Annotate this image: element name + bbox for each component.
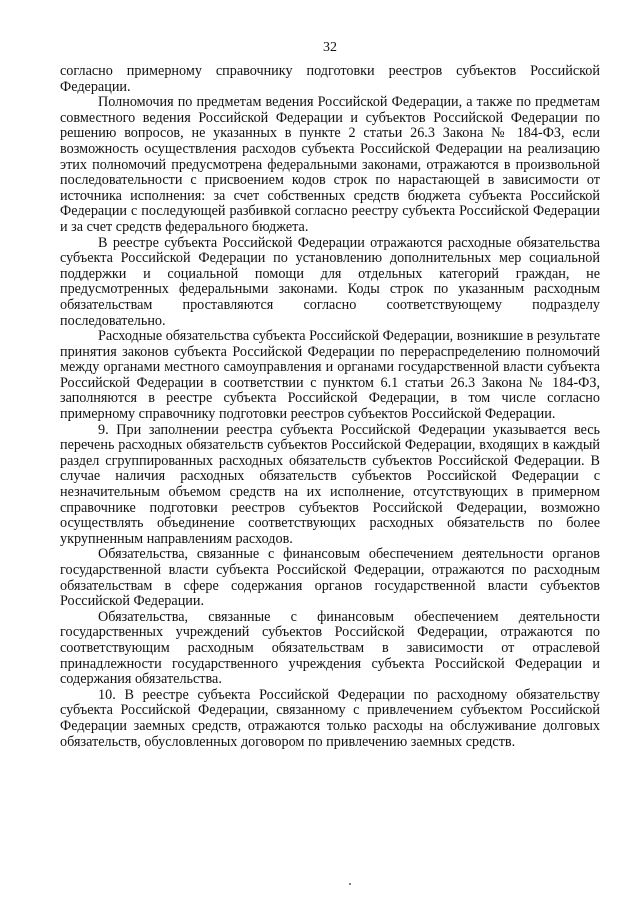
paragraph-6: Обязательства, связанные с финансовым обеспечением деятельности органов государственной власти субъекта Российской Федерации, отражаются по расходным обязательствам в сфере содержания органов государственной власти субъектов Российской Федерации. bbox=[60, 546, 600, 610]
document-body bbox=[60, 64, 600, 750]
paragraph-3: В реестре субъекта Российской Федерации отражаются расходные обязательства субъекта Российской Федерации по установлению дополнительных мер социальной поддержки и социальной помощи для отдельных категорий граждан, не предусмотренных федеральными законами. Коды строк по указанным расходным обязательствам проставляются согласно соответствующему подразделу последовательно. bbox=[60, 234, 600, 329]
paragraph-8: 10. В реестре субъекта Российской Федерации по расходному обязательству субъекта Российской Федерации, связанному с привлечением субъектом Российской Федерации заемных средств, отражаются только расходы на обслуживание долговых обязательств, обусловленных договором по привлечению заемных средств. bbox=[60, 686, 600, 750]
paragraph-5: 9. При заполнении реестра субъекта Российской Федерации указывается весь перечень расходных обязательств субъектов Российской Федерации, входящих в каждый раздел сгруппированных расходных обязательств субъектов Российской Федерации. В случае наличия расходных обязательств субъектов Российской Федерации с незначительным объемом средств на их исполнение, отсутствующих в примерном справочнике подготовки реестров субъектов Российской Федерации, возможно осуществлять объединение соответствующих расходных обязательств по более укрупненным направлениям расходов. bbox=[60, 421, 600, 547]
paragraph-7: Обязательства, связанные с финансовым обеспечением деятельности государственных учреждений субъектов Российской Федерации, отражаются по соответствующим расходным обязательствам в зависимости от отраслевой принадлежности государственного учреждения субъекта Российской Федерации и содержания обязательства. bbox=[60, 608, 600, 688]
paragraph-2: Полномочия по предметам ведения Российской Федерации, а также по предметам совместного ведения Российской Федерации и субъектов Российской Федерации по решению вопросов, не указанных в пункте 2 статьи 26.3 Закона № 184-ФЗ, если возможность осуществления расходов субъекта Российской Федерации на реализацию этих полномочий предусмотрена федеральными законами, отражаются в произвольной последовательности с присвоением кодов строк по нарастающей в зависимости от источника исполнения: за счет собственных средств бюджета субъекта Российской Федерации с последующей разбивкой согласно реестру субъекта Российской Федерации и за счет средств федерального бюджета. bbox=[60, 94, 600, 235]
scan-speck bbox=[349, 883, 351, 885]
page-number: 32 bbox=[323, 40, 337, 55]
paragraph-1: согласно примерному справочнику подготовки реестров субъектов Российской Федерации. bbox=[60, 63, 600, 95]
paragraph-4: Расходные обязательства субъекта Российской Федерации, возникшие в результате принятия законов субъекта Российской Федерации по перераспределению полномочий между органами местного самоуправления и органами государственной власти субъекта Российской Федерации в соответствии с пунктом 6.1 статьи 26.3 Закона № 184-ФЗ, заполняются в реестре субъекта Российской Федерации, в том числе согласно примерному справочнику подготовки реестров субъектов Российской Федерации. bbox=[60, 328, 600, 423]
